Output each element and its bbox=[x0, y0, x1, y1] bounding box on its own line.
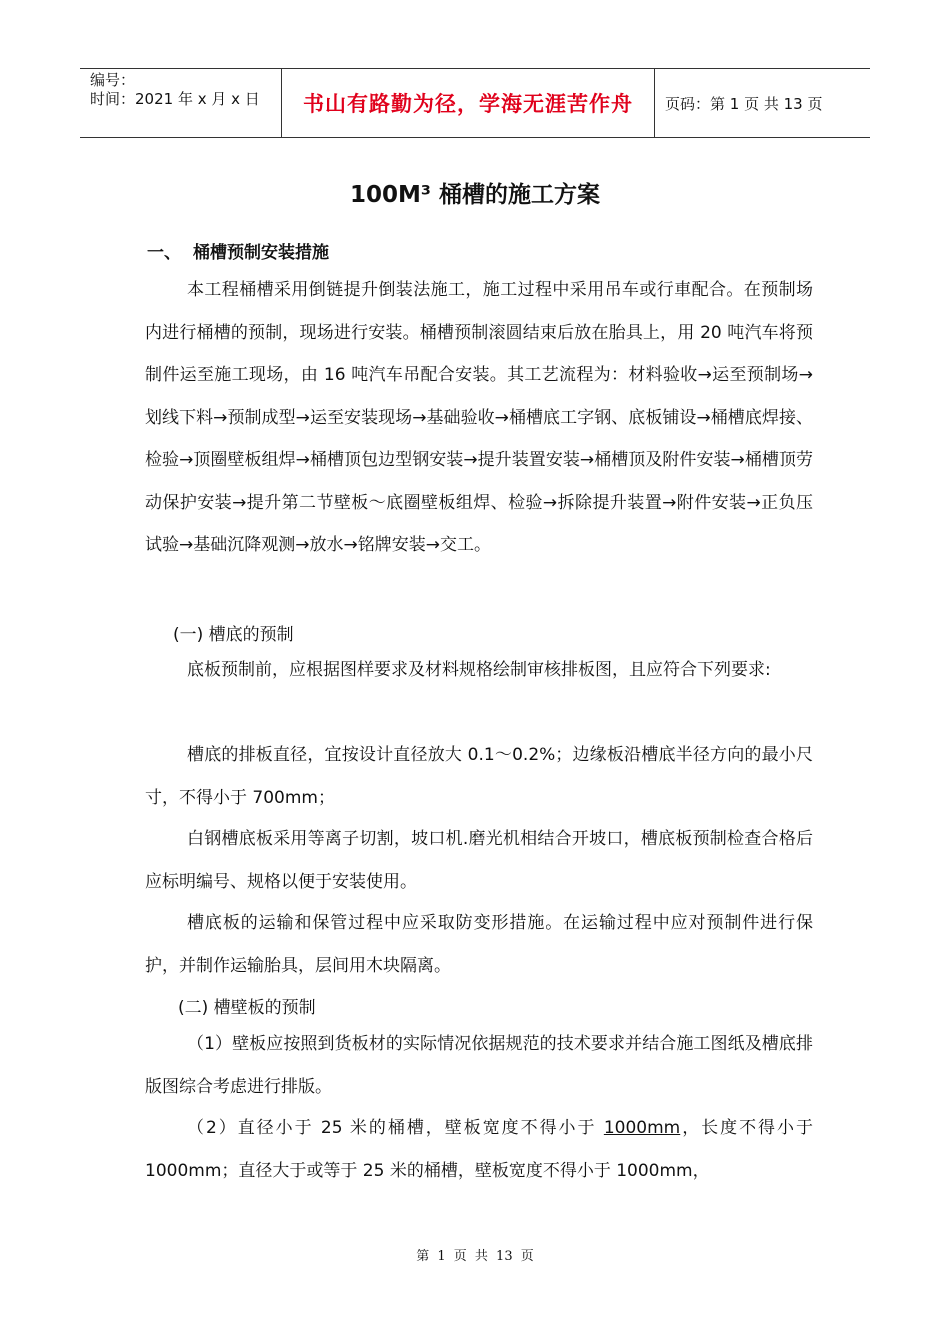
header-meta-cell bbox=[80, 69, 282, 137]
section-heading-text: 桶槽预制安装措施 bbox=[193, 243, 329, 263]
page-footer: 第 1 页 共 13 页 bbox=[416, 1249, 534, 1264]
paragraph: 底板预制前，应根据图样要求及材料规格绘制审核排板图，且应符合下列要求: bbox=[187, 660, 771, 680]
document-title: 100M³ 桶槽的施工方案 bbox=[350, 182, 600, 208]
paragraph: 槽底板的运输和保管过程中应采取防变形措施。在运输过程中应对预制件进行保护，并制作运输胎具，层间用木块隔离。 bbox=[145, 913, 813, 976]
number-label: 编号： bbox=[90, 71, 136, 89]
paragraph: （1）壁板应按照到货板材的实际情况依据规范的技术要求并结合施工图纸及槽底排版图综合考虑进行排版。 bbox=[145, 1034, 813, 1097]
section-number: 一、 bbox=[147, 243, 181, 263]
header-table bbox=[80, 68, 870, 138]
paragraph: 槽底的排板直径，宜按设计直径放大 0.1～0.2%；边缘板沿槽底半径方向的最小尺寸，不得小于 700mm； bbox=[145, 745, 813, 808]
page-info: 页码：第 1 页 共 13 页 bbox=[665, 94, 823, 113]
intro-paragraph: 本工程桶槽采用倒链提升倒装法施工，施工过程中采用吊车或行車配合。在预制场内进行桶槽的预制，现场进行安装。桶槽预制滚圆结束后放在胎具上，用 20 吨汽车将预制件运至施工现场，由 16 吨汽车吊配合安装。其工艺流程为：材料验收→运至预制场→划线下料→预制成型→运至安装现场→基础验收→桶槽底工字钢、底板铺设→桶槽底焊接、检验→顶圈壁板组焊→桶槽顶包边型钢安装→提升装置安装→桶槽顶及附件安装→桶槽顶劳动保护安装→提升第二节壁板～底圈壁板组焊、检验→拆除提升装置→附件安装→正负压试验→基础沉降观测→放水→铭牌安装→交工。 bbox=[145, 280, 813, 555]
paragraph-text: （2）直径小于 25 米的桶槽，壁板宽度不得小于 bbox=[187, 1118, 604, 1138]
motto: 书山有路勤为径，学海无涯苦作舟 bbox=[282, 69, 655, 137]
paragraph bbox=[145, 1107, 813, 1192]
subsection-heading-1: (一) 槽底的预制 bbox=[173, 625, 294, 645]
underlined-value: 1000mm bbox=[603, 1118, 681, 1138]
paragraph: 白钢槽底板采用等离子切割，坡口机.磨光机相结合开坡口，槽底板预制检查合格后应标明编号、规格以便于安装使用。 bbox=[145, 829, 813, 892]
section-heading bbox=[147, 238, 329, 263]
subsection-heading-2: (二) 槽壁板的预制 bbox=[178, 998, 316, 1018]
time-label: 时间：2021 年 x 月 x 日 bbox=[90, 90, 260, 108]
paragraph-text: ，长度不得小于 1000mm；直径大于或等于 25 米的桶槽，壁板宽度不得小于 1000mm， bbox=[145, 1118, 813, 1181]
